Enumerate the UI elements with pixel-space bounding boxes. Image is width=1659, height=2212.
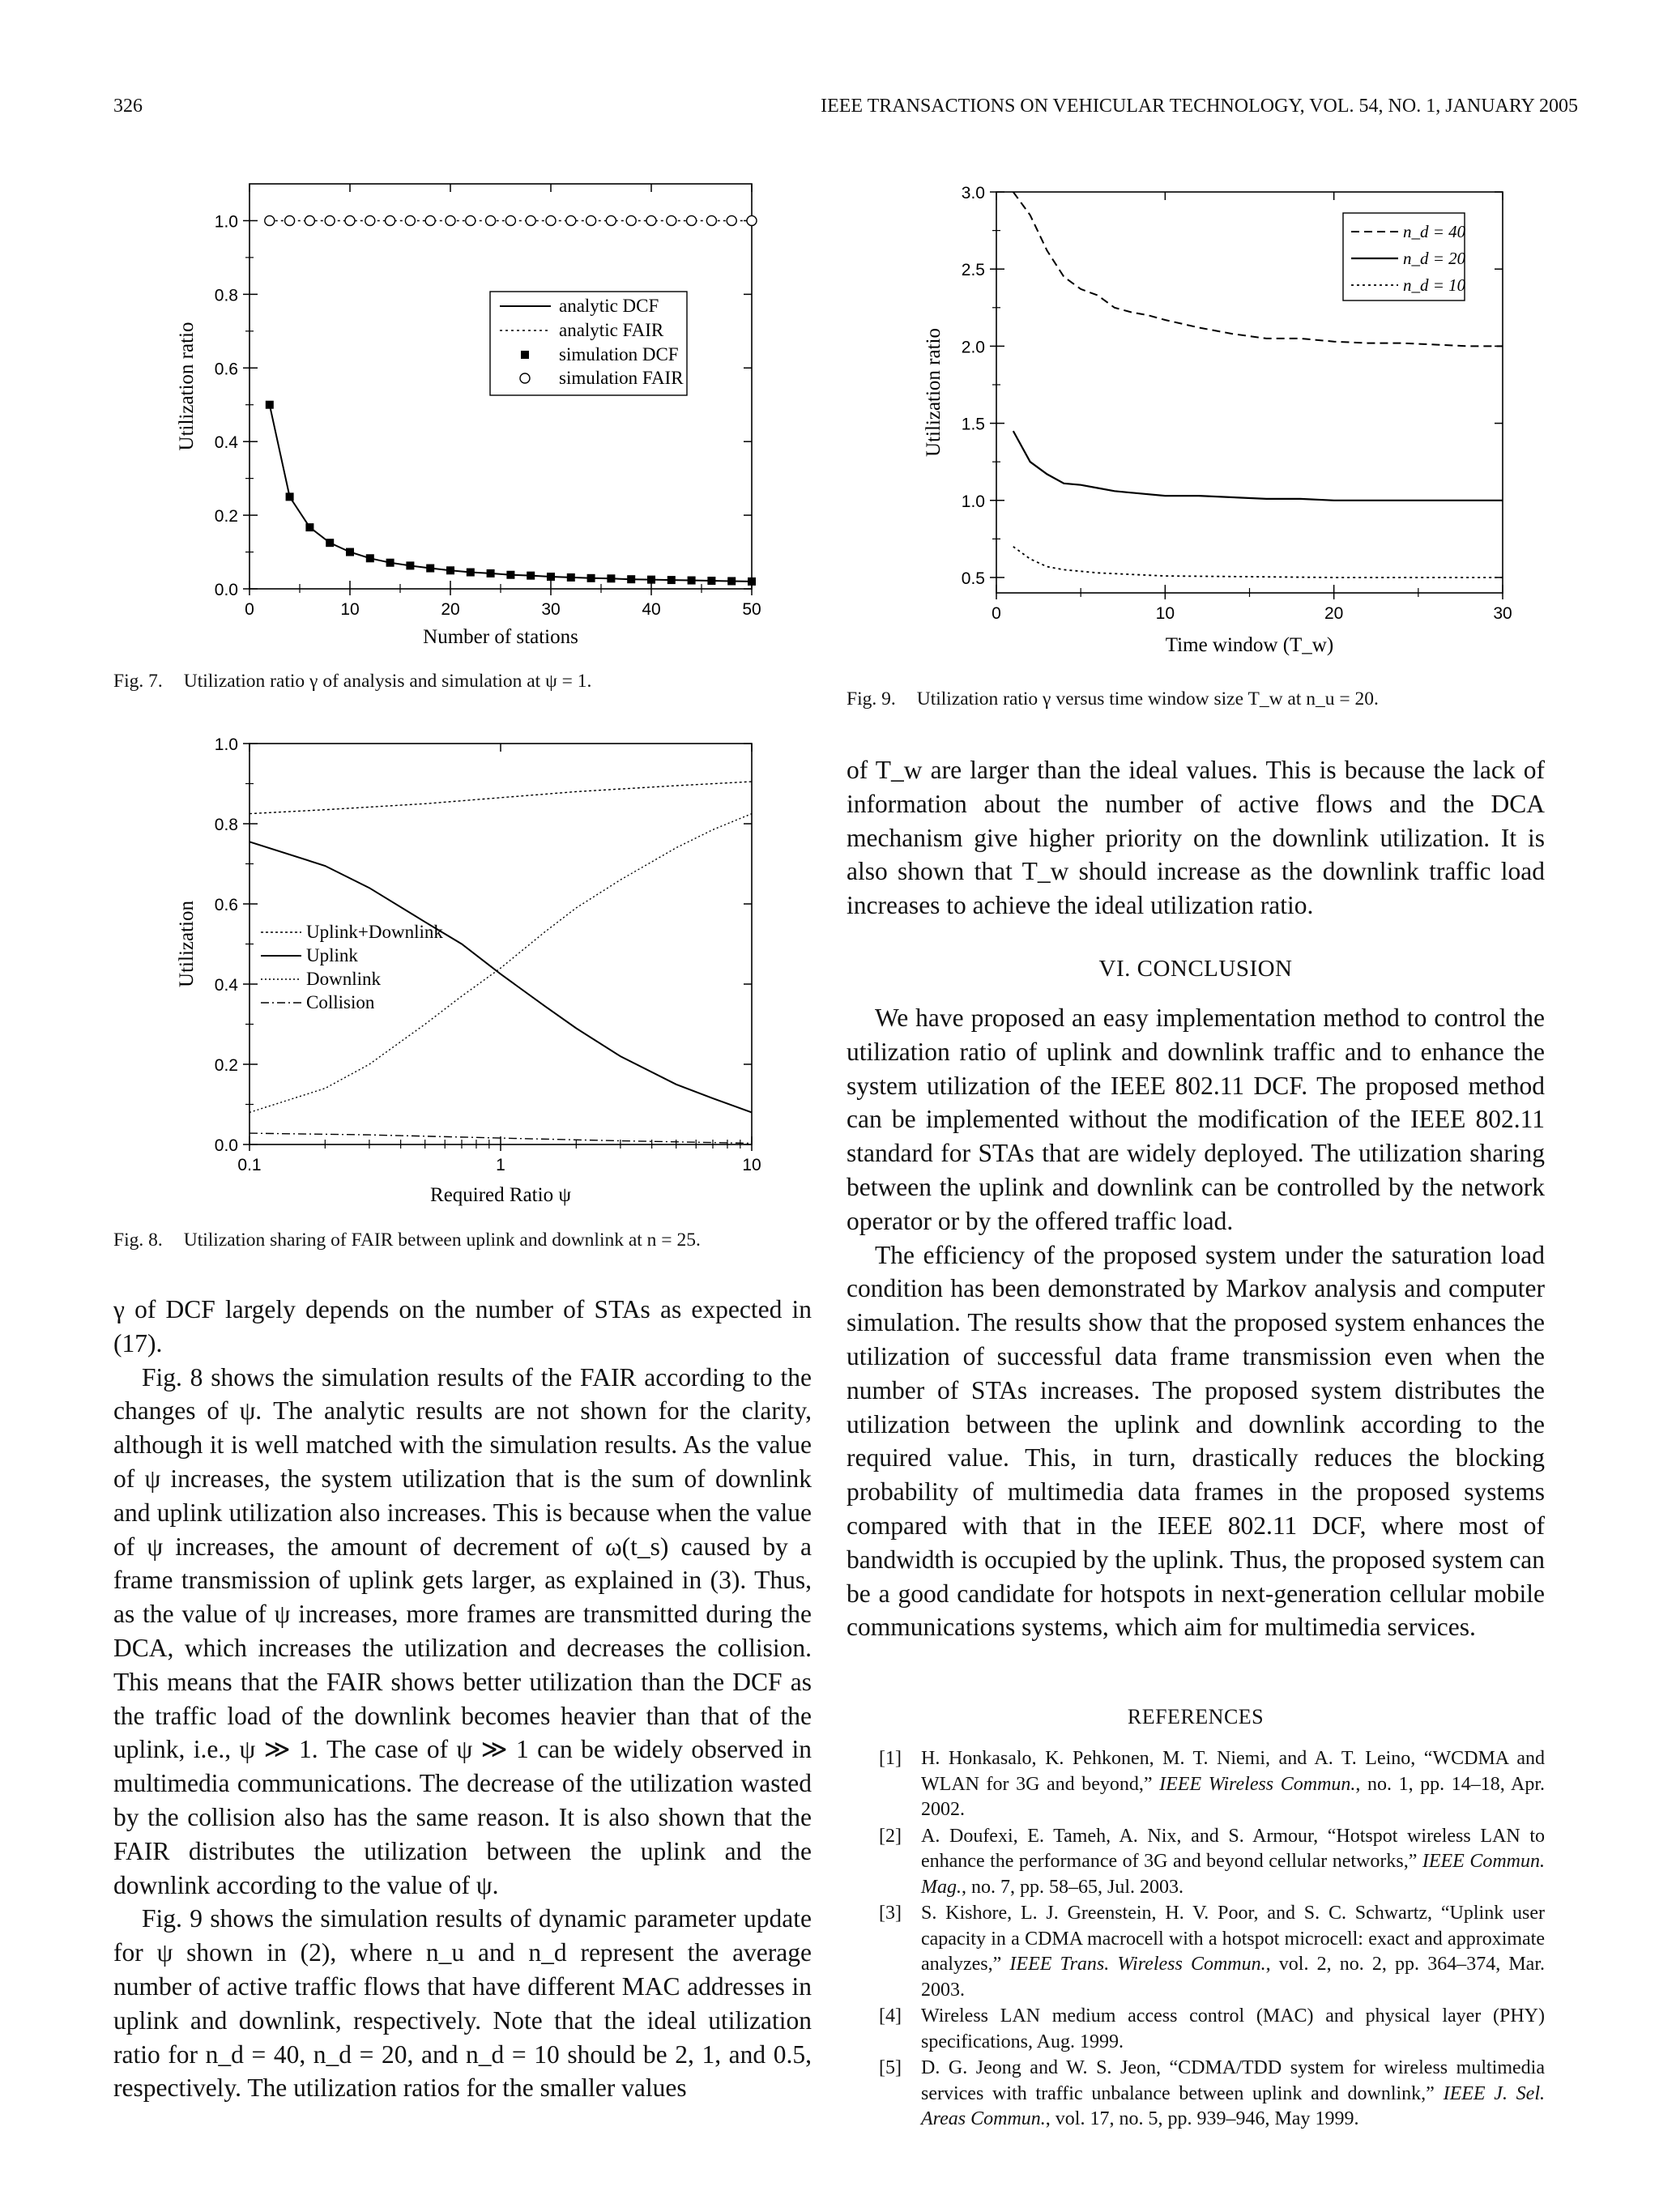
data-point-simulation-dcf <box>326 539 334 547</box>
data-point-simulation-fair <box>646 215 656 225</box>
x-tick-label: 30 <box>541 600 561 619</box>
fig7-caption <box>113 671 591 693</box>
data-point-simulation-dcf <box>366 554 374 562</box>
paragraph: The efficiency of the proposed system under the saturation load condition has been demonstrated by Markov analysis and computer simulation. The results show that the proposed system enhances the utilization of successful data frame transmission even when the number of STAs increases. The proposed system distributes the utilization between the uplink and downlink according to the required value. This, in turn, drastically reduces the blocking probability of multimedia data frames in the proposed systems compared with that in the IEEE 802.11 DCF, where most of bandwidth is occupied by the uplink. Thus, the proposed system can be a good candidate for hotspots in next-generation cellular mobile communications systems, which aim for multimedia services. <box>847 1240 1545 1642</box>
reference-venue: IEEE Commun. Mag. <box>921 1851 1545 1898</box>
reference-text: A. Doufexi, E. Tameh, A. Nix, and S. Armour, “Hotspot wireless LAN to enhance the performance of 3G and beyond cellular networks,” <box>921 1825 1545 1872</box>
legend-label: n_d = 20 <box>1403 249 1466 268</box>
y-tick-label: 0.6 <box>214 360 238 379</box>
fig9-caption-label: Fig. 9. <box>847 688 896 710</box>
data-point-simulation-fair <box>405 215 415 225</box>
data-point-simulation-dcf <box>266 401 274 409</box>
y-tick-label: 1.5 <box>961 415 985 434</box>
x-tick-label: 50 <box>742 600 761 619</box>
data-point-simulation-fair <box>586 215 596 225</box>
data-point-simulation-dcf <box>547 573 555 581</box>
legend-label: Uplink+Downlink <box>306 922 443 942</box>
legend-label: n_d = 10 <box>1403 275 1466 295</box>
x-tick-label: 1 <box>496 1156 505 1174</box>
reference-venue: IEEE J. Sel. Areas Commun. <box>921 2082 1545 2129</box>
reference-item <box>879 1746 1545 1823</box>
data-point-simulation-dcf <box>647 576 655 584</box>
data-point-simulation-fair <box>505 215 515 225</box>
legend-label: Collision <box>306 992 375 1012</box>
reference-venue: IEEE Trans. Wireless Commun. <box>1009 1954 1266 1975</box>
reference-number: [4] <box>879 2005 902 2027</box>
data-point-simulation-dcf <box>707 577 715 585</box>
data-point-simulation-fair <box>386 215 395 225</box>
data-point-simulation-fair <box>345 215 355 225</box>
y-tick-label: 0.8 <box>214 816 238 834</box>
data-point-simulation-dcf <box>506 571 514 579</box>
paragraph: Fig. 8 shows the simulation results of the FAIR according to the changes of ψ. The analytic results are not shown for the clarity, although it is well matched with the simulation results. As the value of ψ increases, the system utilization that is the sum of downlink and uplink utilization also increases. This is because when the value of ψ increases, the amount of decrement of ω(t_s) caused by a frame transmission of uplink gets larger, as explained in (3). Thus, as the value of ψ increases, more frames are transmitted during the DCA, which increases the utilization and decreases the collision. This means that the FAIR shows better utilization than the DCF as the traffic load of the downlink becomes heavier than that of the uplink, i.e., ψ ≫ 1. The case of ψ ≫ 1 can be widely observed in multimedia communications. The decrease of the utilization wasted by the collision also has the same reason. It is also shown that the FAIR distributes the utilization between the uplink and the downlink according to the value of ψ. <box>113 1362 812 1899</box>
y-tick-label: 0.4 <box>214 976 238 995</box>
reference-number: [2] <box>879 1825 902 1847</box>
y-tick-label: 1.0 <box>214 212 238 232</box>
data-point-simulation-dcf <box>727 577 736 585</box>
data-point-simulation-fair <box>566 215 576 225</box>
x-tick-label: 10 <box>742 1156 761 1174</box>
section-heading: VI. CONCLUSION <box>1098 956 1293 982</box>
legend-label: simulation DCF <box>559 344 679 364</box>
data-point-simulation-dcf <box>688 577 696 585</box>
data-point-simulation-fair <box>687 215 697 225</box>
reference-number: [5] <box>879 2057 902 2078</box>
reference-item <box>879 2056 1545 2133</box>
y-axis-label: Utilization ratio <box>176 322 198 451</box>
fig8-caption-text: Utilization sharing of FAIR between uplink and downlink at n = 25. <box>183 1230 701 1251</box>
data-point-simulation-dcf <box>346 548 354 556</box>
fig8-caption-label: Fig. 8. <box>113 1230 163 1251</box>
data-point-simulation-fair <box>365 215 375 225</box>
y-tick-label: 0.4 <box>214 433 238 453</box>
y-tick-label: 0.0 <box>214 1136 238 1155</box>
data-point-simulation-fair <box>706 215 716 225</box>
page-number: 326 <box>113 96 143 117</box>
y-tick-label: 0.5 <box>961 569 985 588</box>
data-point-simulation-dcf <box>487 569 495 578</box>
series-line-nd20 <box>1013 431 1503 501</box>
running-header: IEEE TRANSACTIONS ON VEHICULAR TECHNOLOGY, VOL. 54, NO. 1, JANUARY 2005 <box>821 96 1578 117</box>
data-point-simulation-dcf <box>426 565 434 573</box>
legend-label: simulation FAIR <box>559 368 684 388</box>
data-point-simulation-dcf <box>607 574 615 582</box>
reference-item <box>879 1901 1545 2003</box>
y-tick-label: 2.0 <box>961 338 985 357</box>
data-point-simulation-fair <box>546 215 556 225</box>
data-point-simulation-dcf <box>467 569 475 577</box>
data-point-simulation-fair <box>425 215 435 225</box>
data-point-simulation-fair <box>526 215 535 225</box>
data-point-simulation-fair <box>265 215 275 225</box>
data-point-simulation-fair <box>727 215 736 225</box>
data-point-simulation-dcf <box>748 578 756 586</box>
data-point-simulation-dcf <box>286 492 294 501</box>
legend-label: Uplink <box>306 945 358 965</box>
y-tick-label: 3.0 <box>961 184 985 202</box>
reference-text: D. G. Jeong and W. S. Jeon, “CDMA/TDD system for wireless multimedia services with traffic unbalance between uplink and downlink,” <box>921 2057 1545 2104</box>
y-tick-label: 0.8 <box>214 286 238 305</box>
fig7-caption-label: Fig. 7. <box>113 671 163 692</box>
data-point-simulation-fair <box>667 215 676 225</box>
legend-swatch-simulation-dcf <box>521 351 529 359</box>
reference-number: [1] <box>879 1748 902 1769</box>
reference-details: , no. 7, pp. 58–65, Jul. 2003. <box>962 1876 1184 1898</box>
x-axis-label: Time window (T_w) <box>1165 634 1334 656</box>
data-point-simulation-dcf <box>567 573 575 582</box>
data-point-simulation-fair <box>626 215 636 225</box>
data-point-simulation-fair <box>747 215 757 225</box>
paragraph: γ of DCF largely depends on the number of STAs as expected in (17). <box>113 1295 812 1357</box>
reference-text: Wireless LAN medium access control (MAC) and physical layer (PHY) specifications, Aug. 1999. <box>921 2005 1545 2052</box>
y-axis-label: Utilization <box>176 901 198 987</box>
series-line-nd10 <box>1013 547 1503 578</box>
reference-details: , no. 1, pp. 14–18, Apr. 2002. <box>921 1773 1545 1820</box>
data-point-simulation-dcf <box>527 572 535 580</box>
x-tick-label: 40 <box>642 600 661 619</box>
references-heading: REFERENCES <box>1127 1705 1265 1728</box>
fig9-caption <box>847 688 1379 710</box>
data-point-simulation-fair <box>325 215 335 225</box>
y-tick-label: 0.2 <box>214 1056 238 1075</box>
legend-label: Downlink <box>306 969 381 989</box>
data-point-simulation-dcf <box>667 576 676 584</box>
fig7-caption-text: Utilization ratio γ of analysis and simulation at ψ = 1. <box>183 671 592 692</box>
reference-number: [3] <box>879 1903 902 1924</box>
fig7-chart <box>154 174 770 660</box>
x-tick-label: 10 <box>1155 604 1175 623</box>
x-tick-label: 10 <box>340 600 360 619</box>
data-point-simulation-fair <box>466 215 476 225</box>
reference-details: , vol. 2, no. 2, pp. 364–374, Mar. 2003. <box>921 1954 1545 2001</box>
data-point-simulation-fair <box>446 215 455 225</box>
fig8-chart <box>154 721 770 1215</box>
left-column-text <box>113 1293 812 2105</box>
y-tick-label: 0.2 <box>214 507 238 526</box>
legend-label: analytic DCF <box>559 296 659 316</box>
reference-details: , vol. 17, no. 5, pp. 939–946, May 1999. <box>1045 2108 1359 2129</box>
x-tick-label: 30 <box>1493 604 1512 623</box>
data-point-simulation-dcf <box>587 574 595 582</box>
data-point-simulation-fair <box>486 215 496 225</box>
x-axis-label: Required Ratio ψ <box>430 1184 571 1206</box>
data-point-simulation-fair <box>305 215 314 225</box>
paragraph: Fig. 9 shows the simulation results of dynamic parameter update for ψ shown in (2), where n_u and n_d represent the average number of active traffic flows that have different MAC addresses in uplink and downlink, respectively. Note that the ideal utilization ratio for n_d = 40, n_d = 20, and n_d = 10 should be 2, 1, and 0.5, respectively. The utilization ratios for the smaller values <box>113 1904 812 2103</box>
conclusion-text <box>847 1001 1545 1644</box>
y-axis-label: Utilization ratio <box>923 328 945 457</box>
data-point-simulation-dcf <box>446 566 454 574</box>
data-point-simulation-dcf <box>627 575 635 583</box>
legend-label: n_d = 40 <box>1403 222 1466 241</box>
reference-item <box>879 1824 1545 1901</box>
reference-venue: IEEE Wireless Commun. <box>1159 1773 1356 1795</box>
x-tick-label: 0 <box>992 604 1001 623</box>
reference-text: S. Kishore, L. J. Greenstein, H. V. Poor, and S. C. Schwartz, “Uplink user capacity in a CDMA macrocell with a hotspot microcell: exact and approximate analyzes,” <box>921 1903 1545 1975</box>
reference-item <box>879 2004 1545 2055</box>
data-point-simulation-dcf <box>305 523 313 531</box>
series-line-analytic-dcf <box>270 405 752 582</box>
data-point-simulation-fair <box>285 215 295 225</box>
reference-text: H. Honkasalo, K. Pehkonen, M. T. Niemi, and A. T. Leino, “WCDMA and WLAN for 3G and beyond,” <box>921 1748 1545 1795</box>
fig8-caption <box>113 1230 701 1251</box>
x-tick-label: 0 <box>245 600 254 619</box>
x-tick-label: 20 <box>441 600 460 619</box>
x-tick-label: 20 <box>1324 604 1344 623</box>
y-tick-label: 1.0 <box>214 735 238 754</box>
x-axis-label: Number of stations <box>423 626 578 648</box>
data-point-simulation-fair <box>606 215 616 225</box>
fig9-chart <box>903 174 1535 676</box>
reference-list <box>879 1746 1545 2133</box>
y-tick-label: 2.5 <box>961 261 985 280</box>
paragraph: of T_w are larger than the ideal values. This is because the lack of information about the number of active flows and the DCA mechanism give higher priority on the downlink utilization. It is also shown that T_w should increase as the downlink traffic load increases to achieve the ideal utilization ratio. <box>847 756 1545 920</box>
paragraph: We have proposed an easy implementation method to control the utilization ratio of uplink and downlink traffic and to enhance the system utilization of the IEEE 802.11 DCF. The proposed method can be implemented without the modification of the IEEE 802.11 standard for STAs that are widely deployed. The utilization sharing between the uplink and downlink can be controlled by the network operator or by the offered traffic load. <box>847 1004 1545 1235</box>
y-tick-label: 0.0 <box>214 581 238 599</box>
legend-label: analytic FAIR <box>559 320 664 340</box>
right-column-text <box>847 753 1545 923</box>
data-point-simulation-dcf <box>406 561 414 569</box>
data-point-simulation-dcf <box>386 559 394 567</box>
legend-swatch-simulation-fair <box>520 373 530 383</box>
y-tick-label: 1.0 <box>961 492 985 511</box>
fig9-caption-text: Utilization ratio γ versus time window size T_w at n_u = 20. <box>916 688 1379 710</box>
x-tick-label: 0.1 <box>237 1156 262 1174</box>
series-line-uplink-downlink <box>249 782 752 814</box>
y-tick-label: 0.6 <box>214 896 238 914</box>
